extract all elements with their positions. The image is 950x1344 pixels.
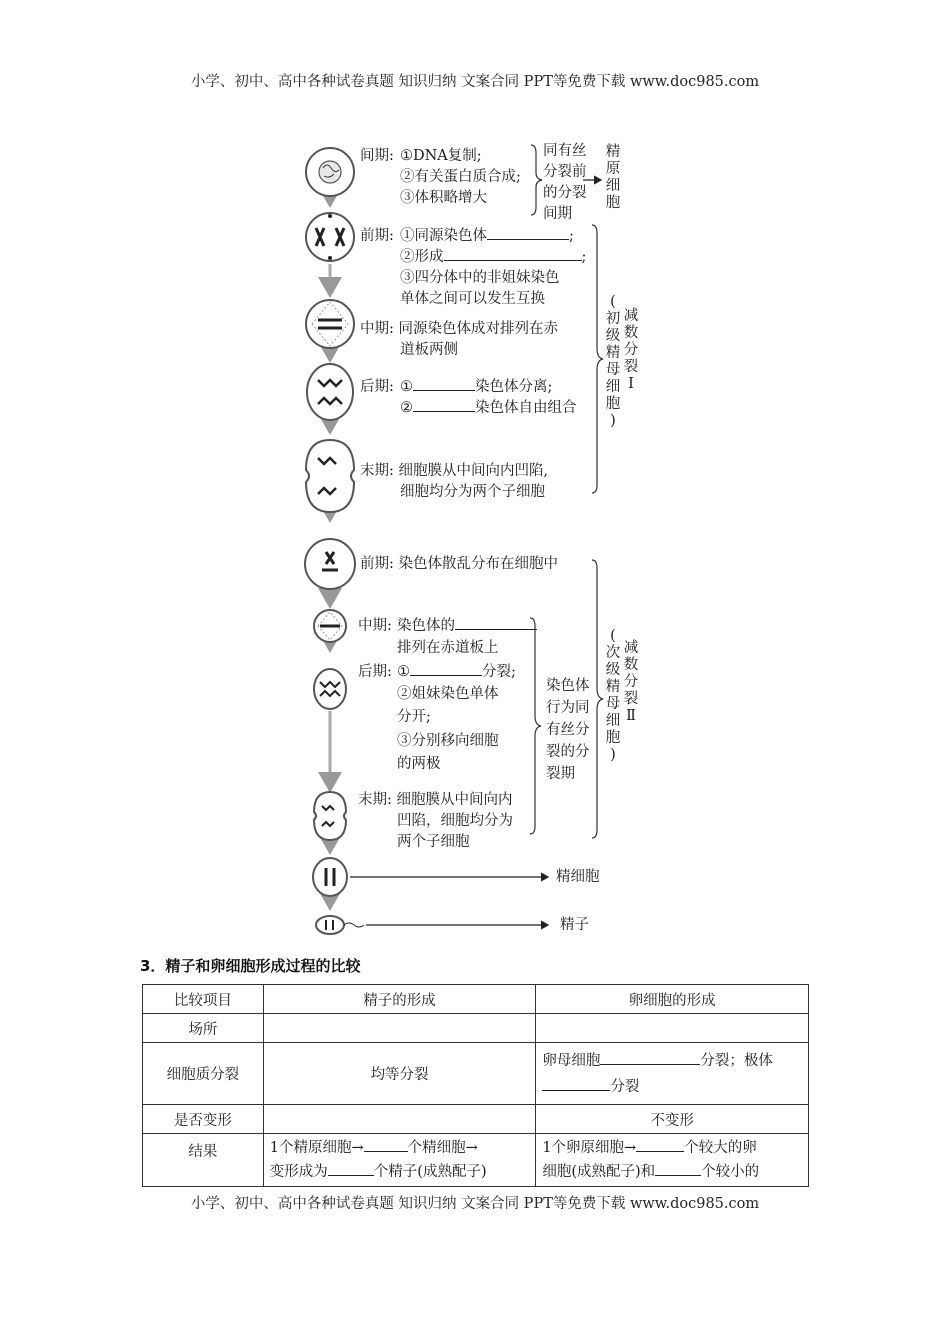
m2-anaphase-line3: 分开; [397, 709, 431, 725]
m2-note-1: 染色体 [546, 678, 590, 694]
m1-telophase-line1: 末期: 细胞膜从中间向内凹陷, [360, 463, 549, 479]
m1-metaphase-line2: 道板两侧 [400, 342, 458, 358]
m1-anaphase-line1: ① 染色体分离; [400, 376, 552, 398]
table-row [143, 1014, 809, 1043]
row-label-place: 场所 [143, 1014, 264, 1043]
meiosis-1-label: 减 数 分 裂 Ⅰ [623, 308, 639, 392]
header-egg: 卵细胞的形成 [536, 985, 809, 1014]
interphase-note-4: 间期 [543, 206, 572, 222]
m2-telophase-line2: 凹陷，细胞均分为 [397, 813, 513, 829]
m1-anaphase-label: 后期: [360, 379, 394, 395]
interphase-note-3: 的分裂 [543, 185, 587, 201]
m2-note-3: 有丝分 [546, 722, 590, 738]
table-row [143, 1134, 809, 1187]
m2-anaphase-line5: 的两极 [397, 756, 441, 772]
cell-place-egg [536, 1014, 809, 1043]
m1-anaphase-cell-icon [307, 364, 353, 420]
interphase-line2: ②有关蛋白质合成; [400, 169, 521, 185]
table-row [143, 1043, 809, 1105]
m1-metaphase-line1: 中期: 同源染色体成对排列在赤 [360, 321, 558, 337]
header-item: 比较项目 [143, 985, 264, 1014]
spermatid-cell-icon [313, 858, 347, 896]
m2-note-2: 行为同 [546, 700, 590, 716]
row-label-deform: 是否变形 [143, 1105, 264, 1134]
cell-place-sperm [263, 1014, 536, 1043]
m2-metaphase-cell-icon [314, 610, 346, 642]
spermatid-label: 精细胞 [556, 869, 600, 885]
m1-metaphase-cell-icon [306, 300, 354, 348]
m2-anaphase-cell-icon [314, 669, 346, 709]
cell-result-egg: 1个卵原细胞→ 个较大的卵 细胞(成熟配子)和 个较小的 [536, 1134, 809, 1187]
m2-anaphase-label: 后期: [358, 664, 392, 680]
m1-anaphase-line2: ② 染色体自由组合 [400, 397, 577, 419]
cell-deform-egg: 不变形 [536, 1105, 809, 1134]
table-header-row [143, 985, 809, 1014]
m1-telophase-line2: 细胞均分为两个子细胞 [400, 484, 545, 500]
m2-anaphase-line1: ① 分裂; [397, 661, 516, 683]
m2-telophase-line1: 末期: 细胞膜从中间向内 [358, 792, 513, 808]
m2-prophase-cell-icon [305, 539, 355, 589]
m2-metaphase-line2: 排列在赤道板上 [397, 640, 499, 656]
interphase-cell-icon [306, 148, 354, 196]
page-header: 小学、初中、高中各种试卷真题 知识归纳 文案合同 PPT等免费下载 www.doc985.com [190, 74, 760, 90]
section-title: 3．精子和卵细胞形成过程的比较 [140, 957, 361, 975]
m1-telophase-cell-icon [306, 440, 354, 512]
comparison-table [142, 984, 809, 1187]
row-label-result: 结果 [143, 1134, 264, 1187]
m2-metaphase-line1: 染色体的 [397, 615, 537, 637]
interphase-note-1: 同有丝 [543, 143, 587, 159]
m2-telophase-cell-icon [314, 792, 346, 840]
header-sperm: 精子的形成 [263, 985, 536, 1014]
m2-anaphase-line2: ②姐妹染色单体 [397, 686, 499, 702]
cell-cyto-egg: 卵母细胞 分裂；极体 分裂 [536, 1043, 809, 1105]
m2-note-5: 裂期 [546, 766, 575, 782]
m1-prophase-line1: ①同源染色体 ; [400, 225, 574, 247]
primary-spermatocyte-label: ( 初 级 精 母 细 胞 ) [605, 294, 621, 429]
m2-metaphase-label: 中期: [358, 618, 392, 634]
m2-anaphase-line4: ③分别移向细胞 [397, 733, 499, 749]
m1-prophase-cell-icon [306, 213, 354, 261]
interphase-label: 间期: [360, 148, 394, 164]
m1-prophase-line3: ③四分体中的非姐妹染色 [400, 270, 560, 286]
interphase-note-2: 分裂前 [543, 164, 587, 180]
primary-spermatogonium-label: 精 原 细 胞 [605, 144, 621, 211]
secondary-spermatocyte-label: ( 次 级 精 母 细 胞 ) [605, 628, 621, 763]
m2-telophase-line3: 两个子细胞 [397, 834, 470, 850]
interphase-line1: ①DNA复制; [400, 148, 482, 164]
m2-note-4: 裂的分 [546, 744, 590, 760]
cell-result-sperm: 1个精原细胞→ 个精细胞→ 变形成为 个精子(成熟配子) [263, 1134, 536, 1187]
m1-prophase-line4: 单体之间可以发生互换 [400, 291, 545, 307]
m1-prophase-label: 前期: [360, 228, 394, 244]
interphase-line3: ③体积略增大 [400, 190, 487, 206]
table-row [143, 1105, 809, 1134]
row-label-cytokinesis: 细胞质分裂 [143, 1043, 264, 1105]
sperm-icon [316, 916, 364, 934]
m1-prophase-line2: ②形成 ; [400, 246, 586, 268]
cell-deform-sperm [263, 1105, 536, 1134]
m2-prophase-line1: 前期: 染色体散乱分布在细胞中 [360, 556, 558, 572]
meiosis-2-label: 减 数 分 裂 Ⅱ [623, 640, 639, 724]
page-footer: 小学、初中、高中各种试卷真题 知识归纳 文案合同 PPT等免费下载 www.doc985.com [190, 1196, 760, 1212]
cell-cyto-sperm: 均等分裂 [263, 1043, 536, 1105]
sperm-label: 精子 [560, 917, 589, 933]
